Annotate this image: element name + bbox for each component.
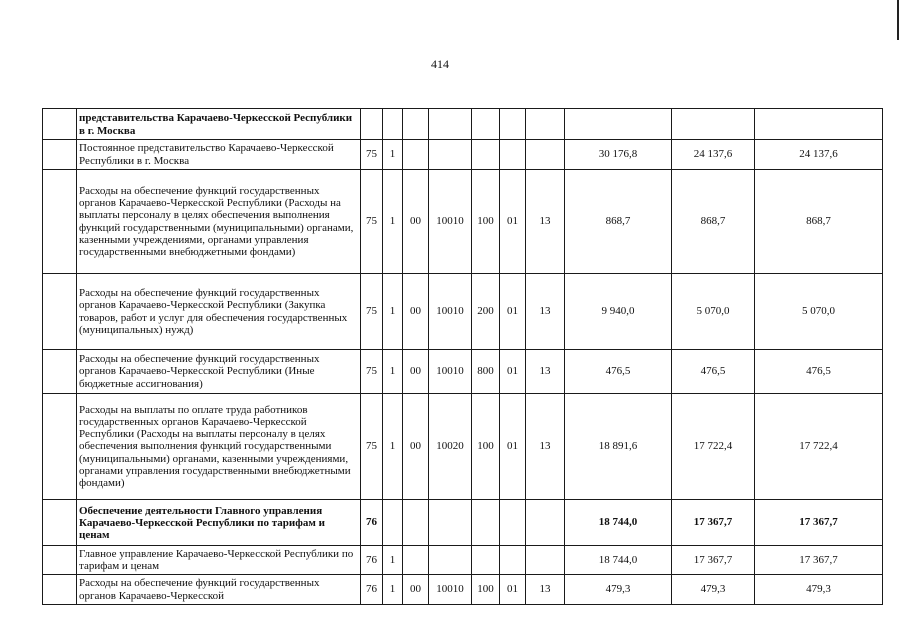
col-csr	[429, 109, 472, 140]
amount-year1: 479,3	[565, 575, 672, 605]
col-ved: 75	[361, 350, 383, 394]
amount-year2: 868,7	[672, 170, 755, 274]
col-6: 01	[500, 170, 526, 274]
blank-cell	[43, 170, 77, 274]
col-6: 01	[500, 350, 526, 394]
amount-year1: 18 744,0	[565, 546, 672, 575]
col-ved	[361, 109, 383, 140]
col-ved: 76	[361, 500, 383, 546]
row-name: Постоянное представительство Карачаево-Черкесской Республики в г. Москва	[77, 140, 361, 170]
col-7: 13	[526, 274, 565, 350]
col-csr	[429, 500, 472, 546]
budget-table	[42, 108, 883, 605]
table-row	[43, 140, 883, 170]
col-ved: 75	[361, 170, 383, 274]
blank-cell	[43, 575, 77, 605]
blank-cell	[43, 546, 77, 575]
col-ved: 76	[361, 575, 383, 605]
col-ved: 75	[361, 274, 383, 350]
col-7: 13	[526, 170, 565, 274]
col-rz: 1	[383, 274, 403, 350]
col-7: 13	[526, 350, 565, 394]
col-vr: 800	[472, 350, 500, 394]
col-6	[500, 109, 526, 140]
amount-year1: 30 176,8	[565, 140, 672, 170]
scan-edge-mark	[897, 0, 899, 40]
row-name: представительства Карачаево-Черкесской Республики в г. Москва	[77, 109, 361, 140]
col-vr	[472, 109, 500, 140]
col-rz: 1	[383, 350, 403, 394]
col-pr	[403, 500, 429, 546]
table-row	[43, 500, 883, 546]
amount-year2	[672, 109, 755, 140]
col-6	[500, 500, 526, 546]
col-csr	[429, 546, 472, 575]
amount-year2: 476,5	[672, 350, 755, 394]
row-name: Расходы на обеспечение функций государственных органов Карачаево-Черкесской Республики (Расходы на выплаты персоналу в целях обеспечения выполнения функций государственными (муниципальными) органами, казенными учреждениями, органами управления государственными внебюджетными фондами)	[77, 170, 361, 274]
amount-year3: 476,5	[755, 350, 883, 394]
col-ved: 76	[361, 546, 383, 575]
amount-year2: 479,3	[672, 575, 755, 605]
table-row	[43, 109, 883, 140]
row-name: Расходы на выплаты по оплате труда работников государственных органов Карачаево-Черкесской Республики (Расходы на выплаты персоналу в целях обеспечения выполнения функций государственными (муниципальными) органами, казенными учреждениями, органами управления государственными внебюджетными фондами)	[77, 394, 361, 500]
col-7	[526, 109, 565, 140]
col-6	[500, 140, 526, 170]
col-pr	[403, 546, 429, 575]
col-vr: 200	[472, 274, 500, 350]
col-7	[526, 140, 565, 170]
col-vr	[472, 140, 500, 170]
amount-year3: 17 367,7	[755, 546, 883, 575]
col-6: 01	[500, 274, 526, 350]
amount-year3: 24 137,6	[755, 140, 883, 170]
table-row	[43, 350, 883, 394]
col-6: 01	[500, 394, 526, 500]
col-7	[526, 500, 565, 546]
col-csr: 10010	[429, 274, 472, 350]
blank-cell	[43, 140, 77, 170]
amount-year2: 17 367,7	[672, 500, 755, 546]
amount-year1: 476,5	[565, 350, 672, 394]
col-7: 13	[526, 575, 565, 605]
col-pr: 00	[403, 350, 429, 394]
col-7: 13	[526, 394, 565, 500]
table-row	[43, 546, 883, 575]
row-name: Расходы на обеспечение функций государственных органов Карачаево-Черкесской Республики (Закупка товаров, работ и услуг для обеспечения государственных (муниципальных) нужд)	[77, 274, 361, 350]
col-rz	[383, 500, 403, 546]
amount-year1: 18 744,0	[565, 500, 672, 546]
col-pr	[403, 140, 429, 170]
blank-cell	[43, 274, 77, 350]
table-row	[43, 274, 883, 350]
blank-cell	[43, 350, 77, 394]
amount-year1: 9 940,0	[565, 274, 672, 350]
blank-cell	[43, 394, 77, 500]
amount-year3: 17 367,7	[755, 500, 883, 546]
page-number: 414	[431, 57, 449, 71]
col-6: 01	[500, 575, 526, 605]
col-vr: 100	[472, 170, 500, 274]
col-pr: 00	[403, 394, 429, 500]
col-csr: 10010	[429, 575, 472, 605]
amount-year2: 17 722,4	[672, 394, 755, 500]
col-rz: 1	[383, 546, 403, 575]
col-rz: 1	[383, 170, 403, 274]
col-csr: 10020	[429, 394, 472, 500]
col-6	[500, 546, 526, 575]
col-csr	[429, 140, 472, 170]
amount-year1: 18 891,6	[565, 394, 672, 500]
col-rz: 1	[383, 394, 403, 500]
blank-cell	[43, 500, 77, 546]
col-pr: 00	[403, 170, 429, 274]
amount-year2: 24 137,6	[672, 140, 755, 170]
amount-year1	[565, 109, 672, 140]
amount-year2: 5 070,0	[672, 274, 755, 350]
col-vr	[472, 546, 500, 575]
col-pr: 00	[403, 575, 429, 605]
row-name: Главное управление Карачаево-Черкесской Республики по тарифам и ценам	[77, 546, 361, 575]
table-row	[43, 575, 883, 605]
col-rz: 1	[383, 575, 403, 605]
col-ved: 75	[361, 394, 383, 500]
col-vr: 100	[472, 575, 500, 605]
col-rz	[383, 109, 403, 140]
row-name: Обеспечение деятельности Главного управления Карачаево-Черкесской Республики по тарифам и ценам	[77, 500, 361, 546]
table-row	[43, 394, 883, 500]
col-pr	[403, 109, 429, 140]
row-name: Расходы на обеспечение функций государственных органов Карачаево-Черкесской Республики (Иные бюджетные ассигнования)	[77, 350, 361, 394]
amount-year3: 479,3	[755, 575, 883, 605]
col-rz: 1	[383, 140, 403, 170]
col-csr: 10010	[429, 350, 472, 394]
col-vr	[472, 500, 500, 546]
col-pr: 00	[403, 274, 429, 350]
amount-year3: 17 722,4	[755, 394, 883, 500]
amount-year2: 17 367,7	[672, 546, 755, 575]
table-row	[43, 170, 883, 274]
row-name: Расходы на обеспечение функций государственных органов Карачаево-Черкесской	[77, 575, 361, 605]
amount-year3: 868,7	[755, 170, 883, 274]
amount-year3	[755, 109, 883, 140]
col-vr: 100	[472, 394, 500, 500]
col-csr: 10010	[429, 170, 472, 274]
amount-year3: 5 070,0	[755, 274, 883, 350]
col-ved: 75	[361, 140, 383, 170]
amount-year1: 868,7	[565, 170, 672, 274]
col-7	[526, 546, 565, 575]
blank-cell	[43, 109, 77, 140]
